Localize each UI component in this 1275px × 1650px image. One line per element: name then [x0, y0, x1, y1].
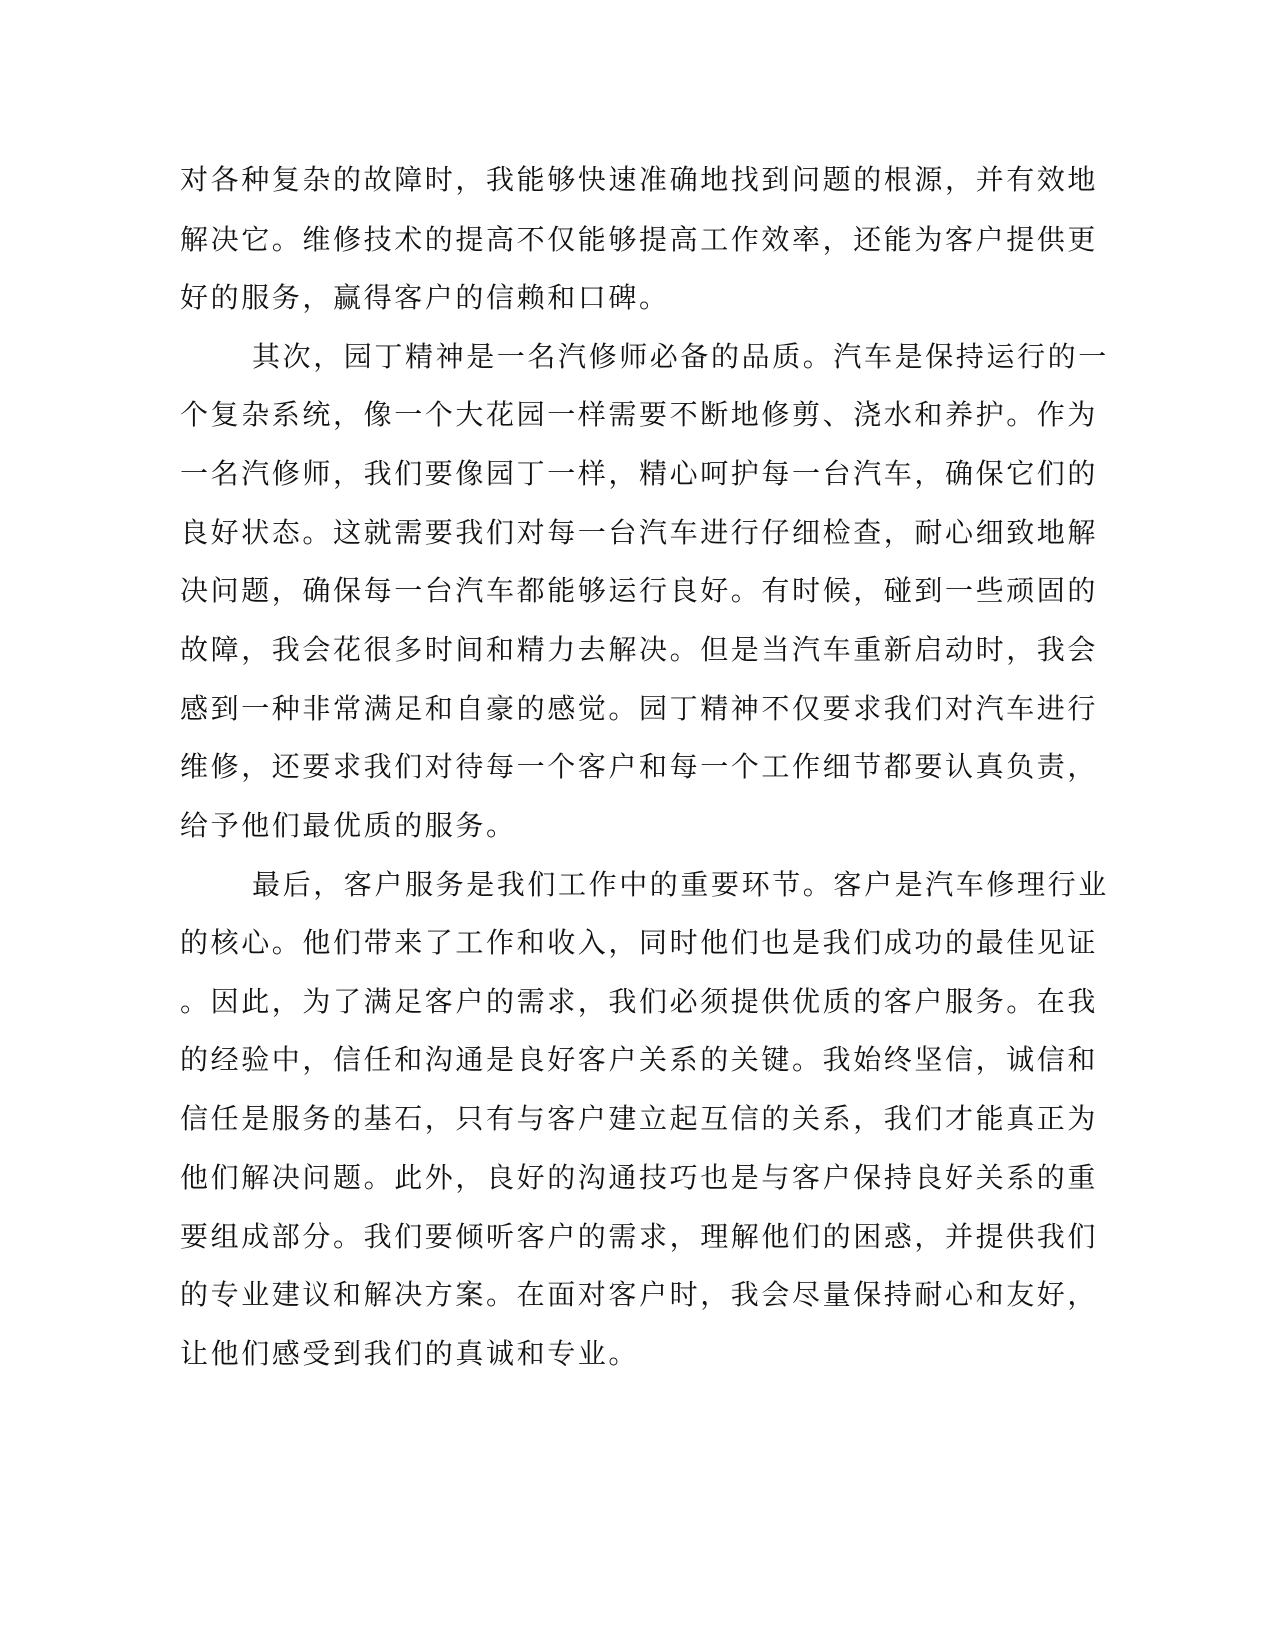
- paragraph-1-line-2: 解决它。维修技术的提高不仅能够提高工作效率，还能为客户提供更: [180, 223, 1099, 256]
- paragraph-3-line-8: 的专业建议和解决方案。在面对客户时，我会尽量保持耐心和友好，: [180, 1278, 1099, 1311]
- paragraph-3-line-9: 让他们感受到我们的真诚和专业。: [180, 1337, 640, 1370]
- paragraph-2-line-6: 故障，我会花很多时间和精力去解决。但是当汽车重新启动时，我会: [180, 633, 1099, 666]
- paragraph-3-line-7: 要组成部分。我们要倾听客户的需求，理解他们的困惑，并提供我们: [180, 1220, 1099, 1253]
- paragraph-2-line-2: 个复杂系统，像一个大花园一样需要不断地修剪、浇水和养护。作为: [180, 398, 1099, 431]
- paragraph-3-line-6: 他们解决问题。此外，良好的沟通技巧也是与客户保持良好关系的重: [180, 1161, 1099, 1194]
- paragraph-1-line-3: 好的服务，赢得客户的信赖和口碑。: [180, 281, 670, 314]
- paragraph-3-line-1: 最后，客户服务是我们工作中的重要环节。客户是汽车修理行业: [252, 868, 1109, 901]
- paragraph-2-line-9: 给予他们最优质的服务。: [180, 809, 517, 842]
- paragraph-2-line-4: 良好状态。这就需要我们对每一台汽车进行仔细检查，耐心细致地解: [180, 516, 1099, 549]
- paragraph-2-line-3: 一名汽修师，我们要像园丁一样，精心呵护每一台汽车，确保它们的: [180, 457, 1099, 490]
- paragraph-2-line-7: 感到一种非常满足和自豪的感觉。园丁精神不仅要求我们对汽车进行: [180, 692, 1099, 725]
- paragraph-2-line-5: 决问题，确保每一台汽车都能够运行良好。有时候，碰到一些顽固的: [180, 574, 1099, 607]
- paragraph-3-line-4: 的经验中，信任和沟通是良好客户关系的关键。我始终坚信，诚信和: [180, 1043, 1099, 1076]
- paragraph-3-line-3: 。因此，为了满足客户的需求，我们必须提供优质的客户服务。在我: [180, 985, 1099, 1018]
- paragraph-1-line-1: 对各种复杂的故障时，我能够快速准确地找到问题的根源，并有效地: [180, 163, 1099, 196]
- paragraph-2-line-8: 维修，还要求我们对待每一个客户和每一个工作细节都要认真负责，: [180, 750, 1099, 783]
- paragraph-2-line-1: 其次，园丁精神是一名汽修师必备的品质。汽车是保持运行的一: [252, 340, 1109, 373]
- paragraph-3-line-5: 信任是服务的基石，只有与客户建立起互信的关系，我们才能真正为: [180, 1102, 1099, 1135]
- paragraph-3-line-2: 的核心。他们带来了工作和收入，同时他们也是我们成功的最佳见证: [180, 926, 1099, 959]
